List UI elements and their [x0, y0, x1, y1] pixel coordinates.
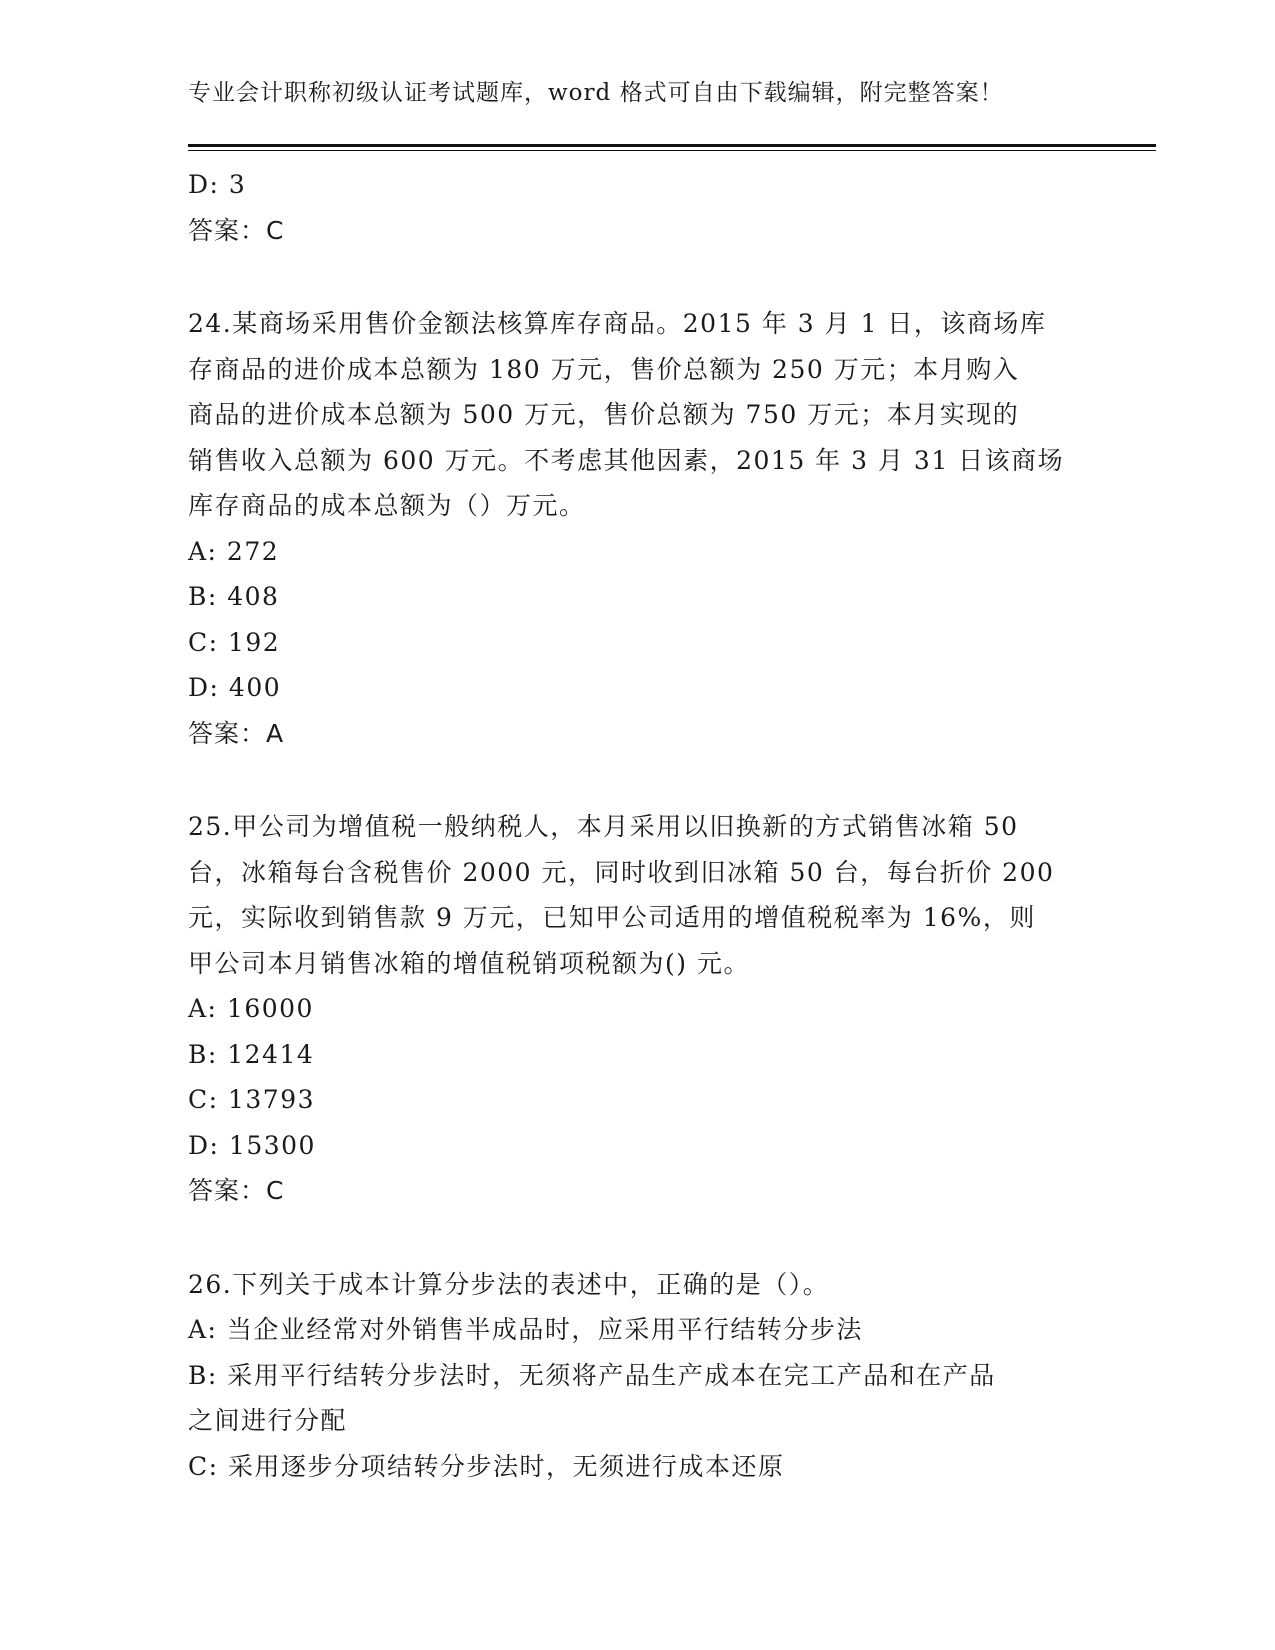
- option-c: C: 采用逐步分项结转分步法时，无须进行成本还原: [188, 1451, 785, 1481]
- header-rule-thick: [188, 144, 1156, 147]
- question-text-line: 台，冰箱每台含税售价 2000 元，同时收到旧冰箱 50 台，每台折价 200: [188, 857, 1055, 887]
- question-text-line: 元，实际收到销售款 9 万元，已知甲公司适用的增值税税率为 16%，则: [188, 903, 1036, 932]
- question-text-line: 甲公司本月销售冰箱的增值税销项税额为() 元。: [188, 948, 750, 978]
- option-c: C: 192: [188, 627, 281, 657]
- option-b-continued: 之间进行分配: [188, 1406, 348, 1435]
- option-d: D: 3: [188, 170, 247, 199]
- option-b: B: 采用平行结转分步法时，无须将产品生产成本在完工产品和在产品: [188, 1360, 996, 1390]
- option-b: B: 408: [188, 582, 280, 611]
- question-text-line: 库存商品的成本总额为（）万元。: [188, 491, 586, 520]
- spacer: [188, 1214, 1088, 1262]
- header-rule-thin: [188, 150, 1156, 151]
- document-body: [188, 162, 1088, 1489]
- question-text-line: 24.某商场采用售价金额法核算库存商品。2015 年 3 月 1 日，该商场库: [188, 309, 1047, 338]
- answer-line: 答案：A: [188, 718, 285, 748]
- page-header: 专业会计职称初级认证考试题库，word 格式可自由下载编辑，附完整答案！: [188, 80, 1004, 106]
- option-b: B: 12414: [188, 1039, 315, 1069]
- option-a: A: 当企业经常对外销售半成品时，应采用平行结转分步法: [188, 1315, 863, 1344]
- question-26: [188, 1262, 1088, 1490]
- answer-line: 答案：C: [188, 1176, 285, 1205]
- question-25: [188, 804, 1088, 1214]
- question-text-line: 26.下列关于成本计算分步法的表述中，正确的是（）。: [188, 1269, 830, 1299]
- question-text-line: 25.甲公司为增值税一般纳税人，本月采用以旧换新的方式销售冰箱 50: [188, 812, 1019, 841]
- spacer: [188, 253, 1088, 301]
- question-text-line: 销售收入总额为 600 万元。不考虑其他因素，2015 年 3 月 31 日该商场: [188, 445, 1065, 475]
- question-text-line: 存商品的进价成本总额为 180 万元，售价总额为 250 万元；本月购入: [188, 354, 1020, 384]
- option-c: C: 13793: [188, 1085, 316, 1114]
- spacer: [188, 756, 1088, 804]
- option-a: A: 272: [188, 536, 280, 566]
- question-24: [188, 301, 1088, 756]
- option-a: A: 16000: [188, 994, 314, 1023]
- answer-line: 答案：C: [188, 215, 285, 245]
- option-d: D: 400: [188, 673, 282, 702]
- question-text-line: 商品的进价成本总额为 500 万元，售价总额为 750 万元；本月实现的: [188, 400, 1020, 429]
- option-d: D: 15300: [188, 1130, 316, 1160]
